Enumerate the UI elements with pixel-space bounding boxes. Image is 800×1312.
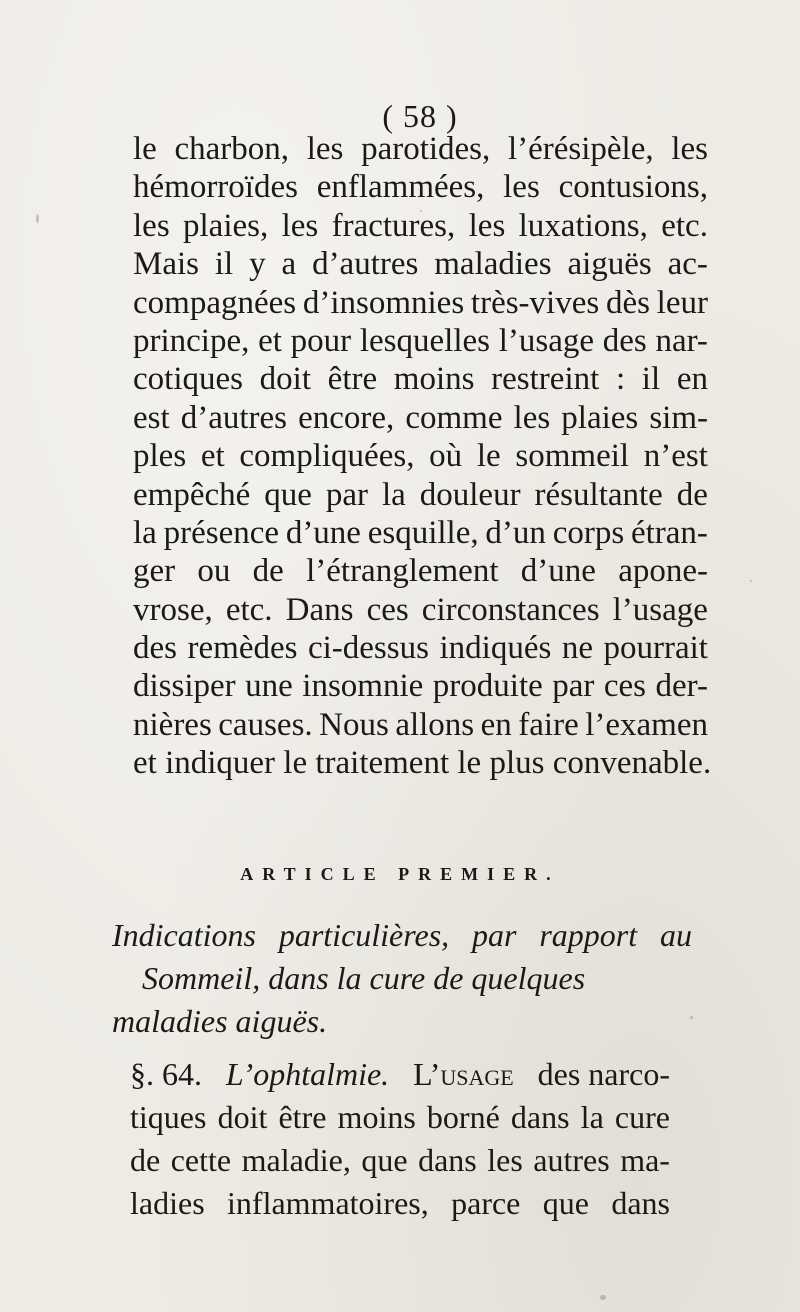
body-line: cotiques doit être moins restreint : il en	[133, 361, 708, 398]
body-line: hémorroïdes enflammées, les contusions,	[133, 169, 708, 206]
body-line: principe, et pour lesquelles l’usage des nar-	[133, 322, 708, 359]
paper-speck	[690, 1016, 693, 1019]
body-line: est d’autres encore, comme les plaies sim-	[133, 399, 708, 436]
body-line: ger ou de l’étranglement d’une apone-	[133, 553, 708, 590]
section-number: §. 64.	[130, 1056, 202, 1092]
body-line: dissiper une insomnie produite par ces der-	[133, 668, 708, 705]
section-line-rest: des narco-	[537, 1056, 670, 1092]
paper-speck	[750, 580, 752, 582]
section-first-line	[130, 1053, 670, 1096]
usage-word: usage	[440, 1056, 514, 1092]
subheading-line: Sommeil, dans la cure de quelques	[142, 960, 586, 996]
page-number: ( 58 )	[382, 98, 458, 134]
usage-prefix: L’	[413, 1056, 441, 1092]
body-line: compagnées d’insomnies très-vives dès leur	[133, 284, 708, 321]
body-line: empêché que par la douleur résultante de	[133, 476, 708, 513]
section-line: ladies inflammatoires, parce que dans	[130, 1185, 670, 1221]
body-line: le charbon, les parotides, l’érésipèle, les	[133, 131, 708, 167]
paper-speck	[36, 214, 39, 223]
body-line: et indiquer le traitement le plus convenable.	[133, 745, 712, 782]
body-line: des remèdes ci-dessus indiqués ne pourrait	[133, 630, 708, 667]
subheading-line: Indications particulières, par rapport au	[112, 917, 692, 953]
section-line: de cette maladie, que dans les autres ma-	[130, 1142, 670, 1178]
paper-speck	[420, 210, 422, 212]
body-paragraph	[133, 130, 712, 783]
paper-speck	[600, 1295, 606, 1300]
section-64	[130, 1053, 670, 1225]
body-line: nières causes. Nous allons en faire l’examen	[133, 706, 708, 743]
section-subheading	[112, 914, 692, 1043]
body-line: Mais il y a d’autres maladies aiguës ac-	[133, 246, 708, 283]
section-line: tiques doit être moins borné dans la cure	[130, 1099, 670, 1135]
body-line: ples et compliquées, où le sommeil n’est	[133, 438, 708, 475]
subheading-line: maladies aiguës.	[112, 1003, 328, 1039]
body-line: la présence d’une esquille, d’un corps étran-	[133, 514, 708, 551]
article-heading: ARTICLE PREMIER.	[240, 864, 560, 884]
body-line: vrose, etc. Dans ces circonstances l’usage	[133, 591, 708, 628]
section-title: L’ophtalmie.	[225, 1056, 390, 1092]
body-line: les plaies, les fractures, les luxations, etc.	[133, 207, 708, 244]
usage-phrase	[413, 1053, 514, 1096]
